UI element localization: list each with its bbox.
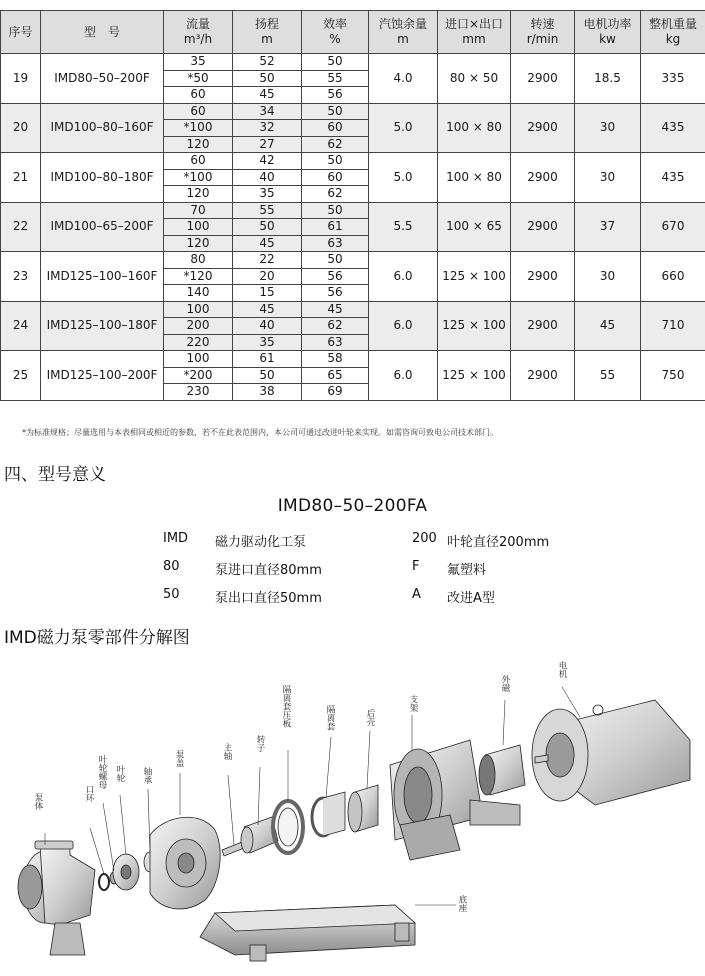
table-row (1, 301, 705, 318)
model-code: 80 (163, 559, 180, 574)
table-row (1, 351, 705, 368)
cell-head: 27 (233, 136, 302, 153)
cell-power: 30 (575, 103, 641, 153)
cell-power: 30 (575, 252, 641, 302)
cell-head: 32 (233, 120, 302, 137)
cell-inlet-outlet: 125 × 100 (438, 252, 511, 302)
cell-model: IMD80–50–200F (41, 54, 164, 104)
cell-npsh: 5.0 (369, 103, 438, 153)
cell-flow: 120 (164, 136, 233, 153)
cell-model: IMD100–80–180F (41, 153, 164, 203)
part-label: 隔离套 (325, 705, 335, 731)
cell-no: 19 (1, 54, 41, 104)
cell-efficiency: 50 (302, 103, 369, 120)
cell-flow: 100 (164, 219, 233, 236)
cell-head: 22 (233, 252, 302, 269)
cell-speed: 2900 (511, 351, 575, 401)
part-label: 轴承 (142, 767, 152, 784)
column-header-line: m (397, 32, 409, 46)
cell-efficiency: 45 (302, 301, 369, 318)
cell-power: 37 (575, 202, 641, 252)
cell-inlet-outlet: 100 × 65 (438, 202, 511, 252)
cell-head: 20 (233, 268, 302, 285)
cell-head: 45 (233, 301, 302, 318)
column-header (438, 11, 511, 54)
cell-inlet-outlet: 100 × 80 (438, 153, 511, 203)
column-header-line: 型 号 (83, 24, 120, 39)
column-header-line: 效率 (322, 17, 347, 31)
model-code: F (412, 559, 420, 574)
cell-power: 18.5 (575, 54, 641, 104)
footnote: *为标准规格；尽量选用与本表相同或相近的参数，若不在此表范围内，本公司可通过改进叶轮来实现。如需咨询可致电公司技术部门。 (22, 428, 498, 437)
section-title: 四、型号意义 (4, 465, 106, 485)
cell-flow: 60 (164, 153, 233, 170)
table-row (1, 252, 705, 269)
cell-inlet-outlet: 100 × 80 (438, 103, 511, 153)
model-desc: 改进A型 (447, 591, 495, 606)
part-label: 主轴 (222, 743, 232, 760)
cell-flow: *120 (164, 268, 233, 285)
cell-no: 20 (1, 103, 41, 153)
column-header-line: 转速 (530, 17, 555, 31)
cell-efficiency: 50 (302, 153, 369, 170)
cell-head: 38 (233, 384, 302, 401)
table-header (1, 11, 705, 54)
cell-power: 55 (575, 351, 641, 401)
cell-flow: 120 (164, 235, 233, 252)
cell-npsh: 6.0 (369, 351, 438, 401)
cell-npsh: 6.0 (369, 301, 438, 351)
model-desc: 叶轮直径200mm (447, 535, 550, 550)
column-header (511, 11, 575, 54)
model-code: A (412, 587, 421, 602)
cell-efficiency: 69 (302, 384, 369, 401)
table-row (1, 103, 705, 120)
cell-head: 52 (233, 54, 302, 71)
part-label: 泵体 (33, 793, 43, 810)
column-header-line: 进口×出口 (444, 17, 504, 31)
cell-efficiency: 62 (302, 136, 369, 153)
part-label: 后壳 (365, 709, 375, 726)
column-header-line: 汽蚀余量 (378, 17, 427, 31)
part-label: 口环 (84, 785, 94, 802)
part-label: 外磁 (500, 675, 510, 692)
cell-inlet-outlet: 125 × 100 (438, 351, 511, 401)
cell-head: 40 (233, 318, 302, 335)
cell-efficiency: 65 (302, 367, 369, 384)
cell-efficiency: 63 (302, 235, 369, 252)
column-header (233, 11, 302, 54)
column-header (369, 11, 438, 54)
isolation-sleeve (312, 792, 345, 836)
cell-flow: 60 (164, 87, 233, 104)
cell-head: 50 (233, 219, 302, 236)
cell-efficiency: 60 (302, 169, 369, 186)
cell-efficiency: 56 (302, 285, 369, 302)
cell-efficiency: 55 (302, 70, 369, 87)
cell-flow: 80 (164, 252, 233, 269)
base-plate (200, 905, 415, 961)
model-desc: 磁力驱动化工泵 (215, 535, 307, 550)
cell-speed: 2900 (511, 153, 575, 203)
cell-speed: 2900 (511, 301, 575, 351)
column-header-line: 整机重量 (648, 17, 697, 31)
cell-weight: 710 (641, 301, 705, 351)
cell-model: IMD125–100–200F (41, 351, 164, 401)
cell-efficiency: 63 (302, 334, 369, 351)
model-example: IMD80–50–200FA (277, 496, 428, 516)
cell-head: 55 (233, 202, 302, 219)
cell-head: 61 (233, 351, 302, 368)
pump-cover (150, 817, 220, 909)
model-desc: 泵出口直径50mm (215, 591, 322, 606)
part-label: 叶轮 (115, 765, 125, 782)
column-header (641, 11, 705, 54)
part-label: 泵盖 (174, 750, 184, 767)
cell-efficiency: 50 (302, 54, 369, 71)
cell-weight: 335 (641, 54, 705, 104)
cell-npsh: 5.5 (369, 202, 438, 252)
cell-speed: 2900 (511, 103, 575, 153)
isolation-sleeve-plate (273, 801, 303, 853)
cell-flow: 230 (164, 384, 233, 401)
rear-housing (348, 785, 378, 832)
part-label: 叶轮螺母 (97, 755, 107, 789)
cell-head: 50 (233, 367, 302, 384)
column-header (1, 11, 41, 54)
cell-efficiency: 58 (302, 351, 369, 368)
exploded-title: IMD磁力泵零部件分解图 (4, 628, 190, 648)
cell-speed: 2900 (511, 202, 575, 252)
cell-model: IMD125–100–160F (41, 252, 164, 302)
cell-head: 35 (233, 334, 302, 351)
cell-flow: 100 (164, 301, 233, 318)
cell-efficiency: 61 (302, 219, 369, 236)
column-header (575, 11, 641, 54)
cell-flow: 60 (164, 103, 233, 120)
cell-head: 42 (233, 153, 302, 170)
column-header-line: mm (462, 32, 486, 46)
column-header-line: 电机功率 (583, 17, 632, 31)
column-header (164, 11, 233, 54)
cell-model: IMD100–80–160F (41, 103, 164, 153)
cell-flow: 120 (164, 186, 233, 203)
model-code: IMD (163, 531, 189, 546)
cell-efficiency: 50 (302, 252, 369, 269)
column-header (41, 11, 164, 54)
cell-head: 35 (233, 186, 302, 203)
cell-efficiency: 56 (302, 268, 369, 285)
cell-model: IMD100–65–200F (41, 202, 164, 252)
part-label: 转子 (255, 735, 265, 752)
part-label: 隔离套压板 (281, 685, 291, 728)
cell-flow: 200 (164, 318, 233, 335)
cell-npsh: 6.0 (369, 252, 438, 302)
cell-speed: 2900 (511, 252, 575, 302)
column-header (302, 11, 369, 54)
cell-speed: 2900 (511, 54, 575, 104)
cell-efficiency: 62 (302, 186, 369, 203)
model-code: 50 (163, 587, 180, 602)
column-header-line: m³/h (183, 32, 213, 46)
cell-efficiency: 62 (302, 318, 369, 335)
cell-head: 34 (233, 103, 302, 120)
cell-weight: 435 (641, 153, 705, 203)
cell-power: 45 (575, 301, 641, 351)
cell-flow: *100 (164, 120, 233, 137)
column-header-line: 扬程 (254, 17, 279, 31)
column-header-line: 流量 (185, 17, 210, 31)
column-header-line: r/min (526, 32, 559, 46)
table-row (1, 202, 705, 219)
cell-head: 40 (233, 169, 302, 186)
cell-power: 30 (575, 153, 641, 203)
column-header-line: kw (599, 32, 616, 46)
model-desc: 泵进口直径80mm (215, 563, 322, 578)
cell-flow: 35 (164, 54, 233, 71)
cell-efficiency: 50 (302, 202, 369, 219)
part-label: 电机 (557, 661, 567, 678)
cell-no: 22 (1, 202, 41, 252)
column-header-line: 序号 (8, 24, 33, 39)
part-label: 底座 (457, 895, 467, 912)
cell-efficiency: 60 (302, 120, 369, 137)
table-body (1, 54, 705, 401)
cell-flow: 220 (164, 334, 233, 351)
pump-body (18, 841, 95, 955)
cell-no: 23 (1, 252, 41, 302)
exploded-diagram (0, 655, 705, 976)
cell-efficiency: 56 (302, 87, 369, 104)
outer-magnet (479, 745, 525, 795)
cell-model: IMD125–100–180F (41, 301, 164, 351)
table-row (1, 54, 705, 71)
cell-weight: 435 (641, 103, 705, 153)
cell-no: 25 (1, 351, 41, 401)
column-header-line: kg (665, 32, 681, 46)
cell-flow: *100 (164, 169, 233, 186)
cell-weight: 670 (641, 202, 705, 252)
impeller (113, 854, 139, 890)
column-header-line: m (261, 32, 273, 46)
cell-flow: *50 (164, 70, 233, 87)
model-desc: 氟塑料 (447, 563, 487, 578)
spec-table (0, 10, 705, 401)
cell-flow: *200 (164, 367, 233, 384)
cell-flow: 100 (164, 351, 233, 368)
cell-npsh: 4.0 (369, 54, 438, 104)
model-code: 200 (412, 531, 437, 546)
cell-head: 15 (233, 285, 302, 302)
cell-weight: 750 (641, 351, 705, 401)
cell-head: 45 (233, 87, 302, 104)
cell-weight: 660 (641, 252, 705, 302)
part-label: 支架 (408, 695, 418, 712)
cell-head: 45 (233, 235, 302, 252)
table-row (1, 153, 705, 170)
header-row (1, 11, 705, 54)
column-header-line: % (329, 32, 341, 46)
cell-flow: 70 (164, 202, 233, 219)
cell-inlet-outlet: 125 × 100 (438, 301, 511, 351)
mouth-ring (99, 874, 109, 890)
cell-head: 50 (233, 70, 302, 87)
cell-inlet-outlet: 80 × 50 (438, 54, 511, 104)
cell-flow: 140 (164, 285, 233, 302)
motor (532, 700, 690, 805)
cell-no: 21 (1, 153, 41, 203)
cell-npsh: 5.0 (369, 153, 438, 203)
cell-no: 24 (1, 301, 41, 351)
